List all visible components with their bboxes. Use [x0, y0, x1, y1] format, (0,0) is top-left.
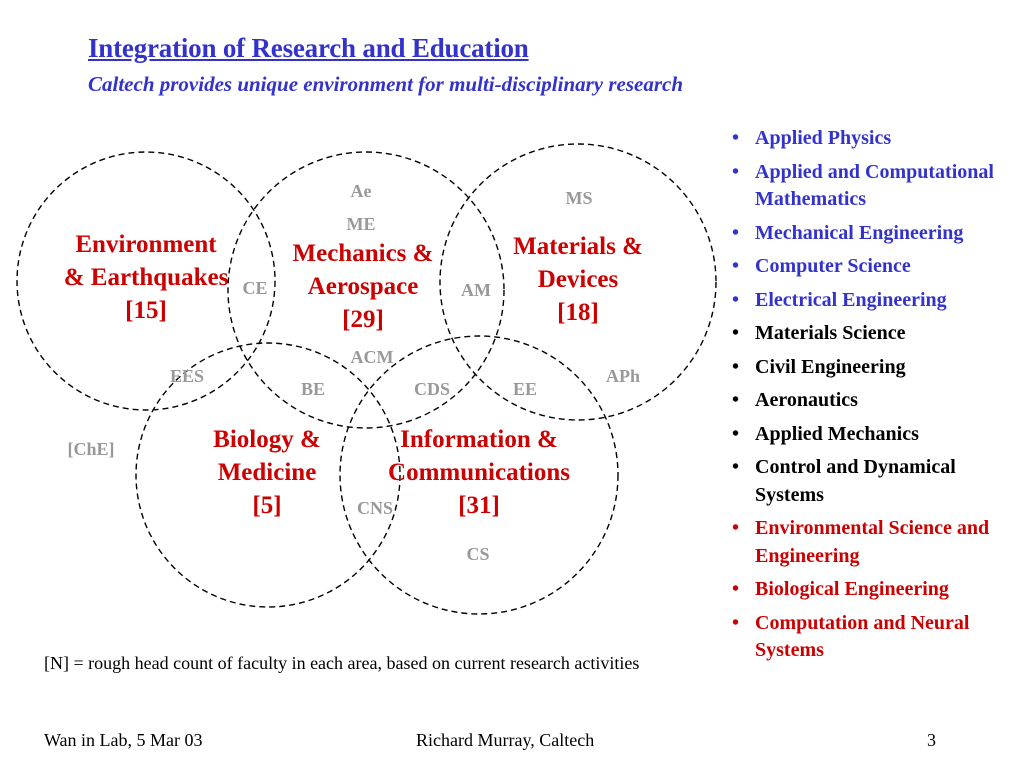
- dept-item: • Environmental Science and Engineering: [728, 515, 1024, 570]
- area-information-line2: Communications: [388, 459, 570, 486]
- abbr-me: ME: [346, 214, 376, 234]
- dept-item: • Mechanical Engineering: [728, 220, 1024, 248]
- dept-item: • Electrical Engineering: [728, 287, 1024, 315]
- area-information-count: [31]: [458, 492, 500, 519]
- abbr-ee: EE: [512, 379, 538, 399]
- area-biology: [213, 423, 321, 522]
- area-environment: [64, 228, 229, 327]
- abbr-aph: APh: [605, 366, 641, 386]
- area-mechanics-line1: Mechanics &: [292, 240, 434, 267]
- area-mechanics-line2: Aerospace: [307, 273, 419, 300]
- abbr-cds: CDS: [413, 379, 451, 399]
- area-mechanics-count: [29]: [342, 306, 384, 333]
- area-information-line1: Information &: [400, 426, 558, 453]
- dept-item: • Applied and Computational Mathematics: [728, 159, 1024, 214]
- slide-title: Integration of Research and Education: [88, 33, 529, 63]
- abbr-be: BE: [300, 379, 326, 399]
- area-materials-line2: Devices: [537, 266, 619, 293]
- area-mechanics: [293, 237, 434, 336]
- abbr-cns: CNS: [356, 498, 394, 518]
- department-list: [728, 125, 1024, 671]
- area-environment-line1: Environment: [75, 231, 217, 258]
- abbr-ees: EES: [169, 366, 205, 386]
- area-biology-line1: Biology &: [213, 426, 321, 453]
- footer-author: Richard Murray, Caltech: [416, 730, 595, 750]
- dept-item: • Computation and Neural Systems: [728, 610, 1024, 665]
- area-information: [388, 423, 570, 522]
- dept-item: • Applied Physics: [728, 125, 1024, 153]
- area-biology-count: [5]: [252, 492, 282, 519]
- dept-item: • Control and Dynamical Systems: [728, 454, 1024, 509]
- page-number: 3: [927, 730, 936, 750]
- abbr-am: AM: [461, 280, 491, 300]
- area-environment-count: [15]: [125, 297, 167, 324]
- abbr-ae: Ae: [350, 181, 372, 201]
- dept-item: • Computer Science: [728, 253, 1024, 281]
- footer-event: Wan in Lab, 5 Mar 03: [44, 730, 203, 750]
- abbr-ms: MS: [565, 188, 593, 208]
- abbr-acm: ACM: [350, 347, 394, 367]
- slide-subtitle: Caltech provides unique environment for multi-disciplinary research: [88, 72, 684, 96]
- abbr-ce: CE: [242, 278, 268, 298]
- footnote: [N] = rough head count of faculty in each area, based on current research activities: [44, 653, 640, 673]
- dept-item: • Aeronautics: [728, 387, 1024, 415]
- dept-item: • Applied Mechanics: [728, 421, 1024, 449]
- area-biology-line2: Medicine: [217, 459, 317, 486]
- abbr-cs: CS: [466, 544, 490, 564]
- area-materials-count: [18]: [557, 299, 599, 326]
- abbr-che: [ChE]: [67, 439, 115, 459]
- area-environment-line2: & Earthquakes: [63, 264, 229, 291]
- dept-item: • Materials Science: [728, 320, 1024, 348]
- area-materials-line1: Materials &: [513, 233, 643, 260]
- area-materials: [513, 230, 643, 329]
- dept-item: • Biological Engineering: [728, 576, 1024, 604]
- dept-item: • Civil Engineering: [728, 354, 1024, 382]
